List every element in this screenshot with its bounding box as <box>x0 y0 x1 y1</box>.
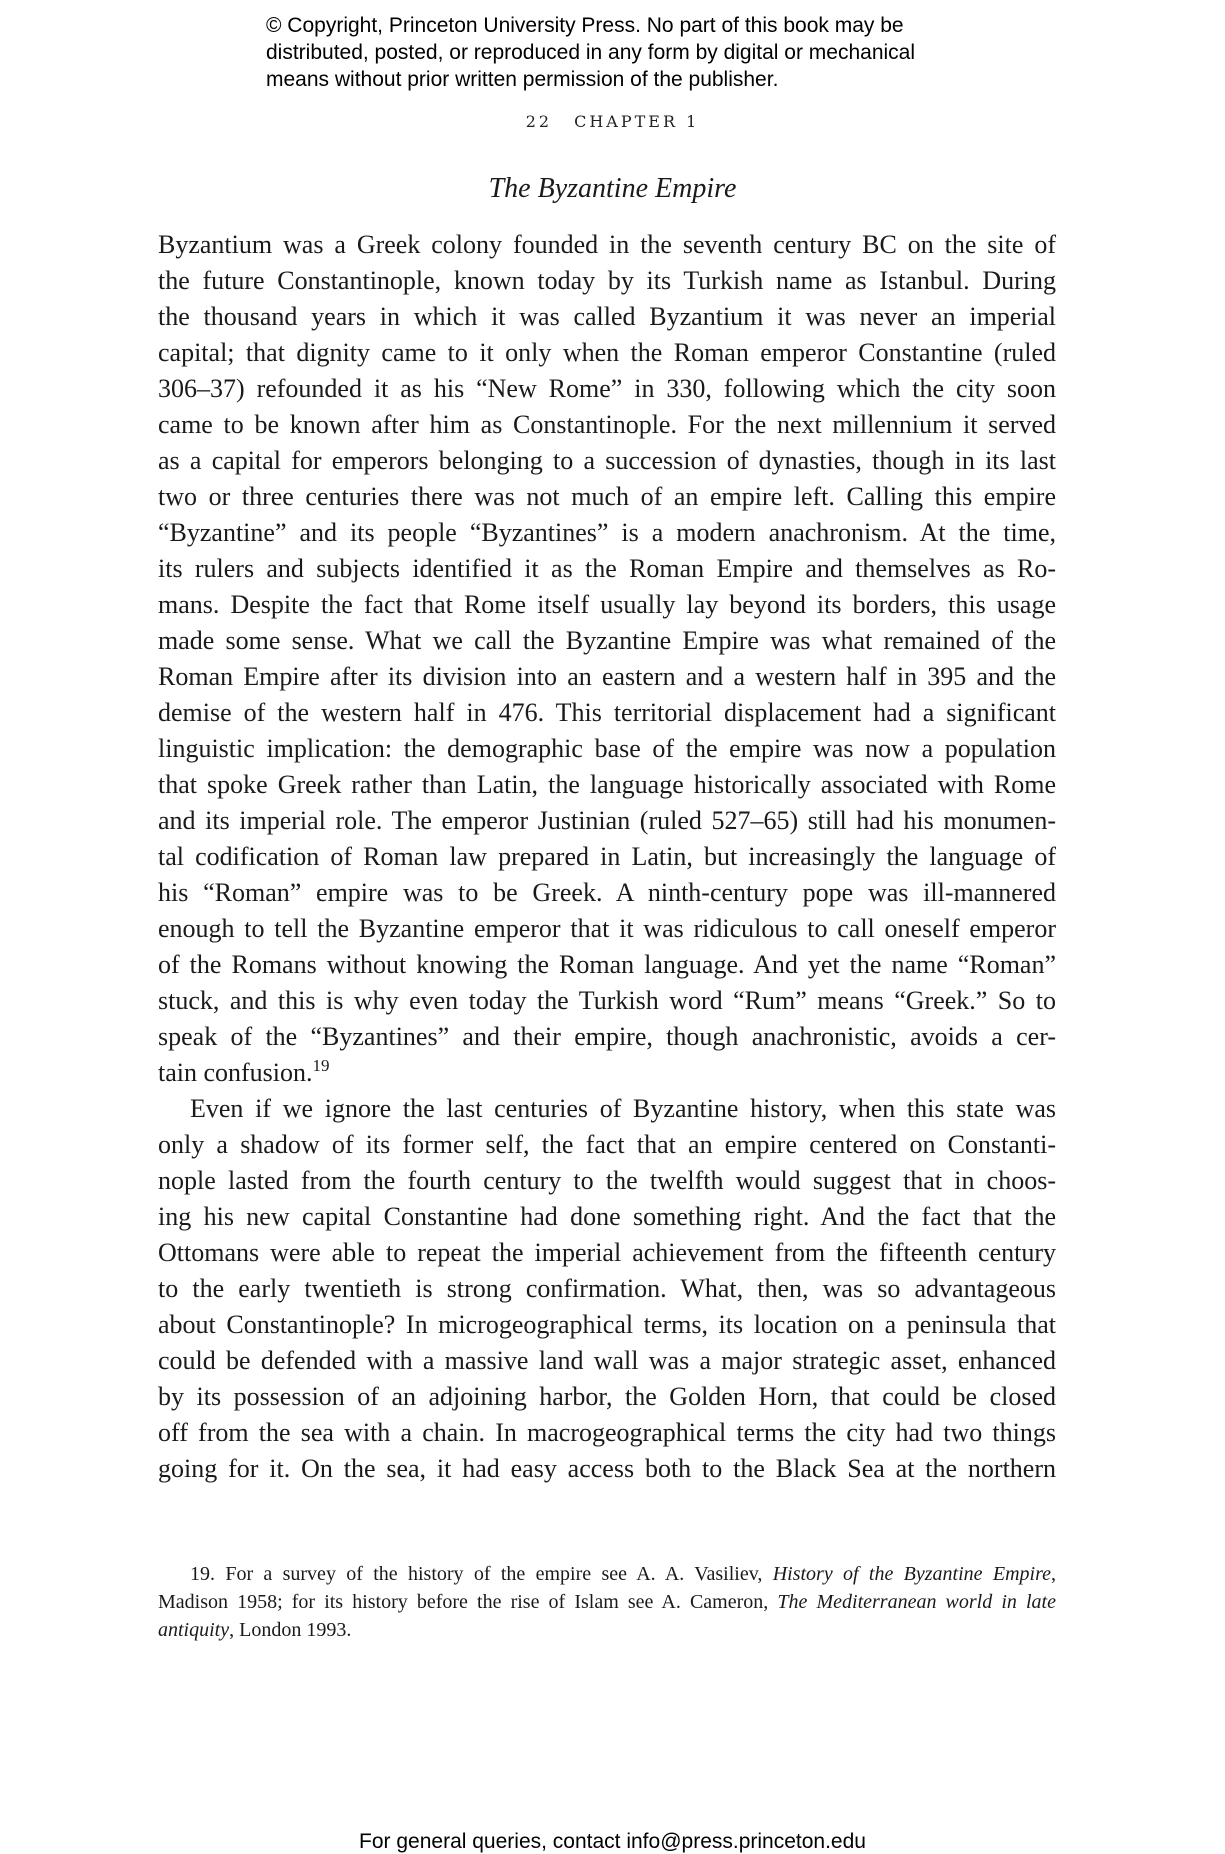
text-line: as a capital for emperors belonging to a succession of dynasties, though in its last <box>158 446 1056 475</box>
text-line: about Constantinople? In microgeographical terms, its location on a peninsula that <box>158 1310 1056 1339</box>
footer-contact: For general queries, contact info@press.princeton.edu <box>359 1830 866 1853</box>
text-line: ing his new capital Constantine had done something right. And the fact that the <box>158 1202 1056 1231</box>
text-line: came to be known after him as Constantinople. For the next millennium it served <box>158 410 1056 439</box>
text-line: the thousand years in which it was called Byzantium it was never an imperial <box>158 302 1056 331</box>
section-title: The Byzantine Empire <box>488 173 737 204</box>
footnote-text: , London 1993. <box>229 1619 352 1641</box>
text-line: speak of the “Byzantines” and their empire, though anachronistic, avoids a cer- <box>158 1022 1056 1051</box>
text-line: the future Constantinople, known today by its Turkish name as Istanbul. During <box>158 266 1056 295</box>
footnote-reference[interactable]: 19 <box>312 1056 330 1075</box>
copyright-line: © Copyright, Princeton University Press. No part of this book may be <box>266 14 904 37</box>
book-title: The Mediterranean world in late <box>777 1591 1056 1613</box>
page-number: 22 <box>525 112 553 131</box>
text-line: of the Romans without knowing the Roman language. And yet the name “Roman” <box>158 950 1056 979</box>
text-line: linguistic implication: the demographic base of the empire was now a population <box>158 734 1056 763</box>
footnote-line <box>158 1560 1056 1588</box>
text-line: nople lasted from the fourth century to the twelfth would suggest that in choos- <box>158 1166 1056 1195</box>
book-title: antiquity <box>158 1619 230 1641</box>
running-head <box>0 112 1225 131</box>
text-line: “Byzantine” and its people “Byzantines” is a modern anachronism. At the time, <box>158 518 1056 547</box>
copyright-line: distributed, posted, or reproduced in any form by digital or mechanical <box>266 41 916 64</box>
text-line: going for it. On the sea, it had easy access both to the Black Sea at the northern <box>158 1454 1056 1483</box>
text-line: Even if we ignore the last centuries of Byzantine history, when this state was <box>190 1094 1056 1123</box>
text-line: Ottomans were able to repeat the imperial achievement from the fifteenth century <box>158 1238 1056 1267</box>
copyright-line: means without prior written permission of the publisher. <box>266 68 779 91</box>
text-line: only a shadow of its former self, the fact that an empire centered on Constanti- <box>158 1130 1056 1159</box>
text-line: to the early twentieth is strong confirmation. What, then, was so advantageous <box>158 1274 1056 1303</box>
text-line: his “Roman” empire was to be Greek. A ninth-century pope was ill-mannered <box>158 878 1056 907</box>
chapter-label: CHAPTER 1 <box>574 112 700 131</box>
book-title: History of the Byzantine Empire <box>772 1563 1051 1585</box>
text-line: capital; that dignity came to it only when the Roman emperor Constantine (ruled <box>158 338 1056 367</box>
text-line: and its imperial role. The emperor Justinian (ruled 527–65) still had his monumen- <box>158 806 1056 835</box>
footnote-text: Madison 1958; for its history before the rise of Islam see A. Cameron, <box>158 1591 778 1613</box>
text-line: Byzantium was a Greek colony founded in the seventh century BC on the site of <box>158 230 1056 259</box>
text-line: off from the sea with a chain. In macrogeographical terms the city had two things <box>158 1418 1056 1447</box>
text-line: 306–37) refounded it as his “New Rome” in 330, following which the city soon <box>158 374 1056 403</box>
text-line: made some sense. What we call the Byzantine Empire was what remained of the <box>158 626 1056 655</box>
text-line: its rulers and subjects identified it as the Roman Empire and themselves as Ro- <box>158 554 1056 583</box>
text-line: tain confusion. <box>158 1058 313 1087</box>
text-line: enough to tell the Byzantine emperor that it was ridiculous to call oneself emperor <box>158 914 1056 943</box>
footnote-line <box>158 1588 1056 1616</box>
text-line: by its possession of an adjoining harbor, the Golden Horn, that could be closed <box>158 1382 1056 1411</box>
footnote-text: , <box>1051 1563 1056 1585</box>
text-line: mans. Despite the fact that Rome itself usually lay beyond its borders, this usage <box>158 590 1056 619</box>
footnote-line <box>158 1616 1056 1644</box>
text-line: that spoke Greek rather than Latin, the language historically associated with Rome <box>158 770 1056 799</box>
text-line: stuck, and this is why even today the Turkish word “Rum” means “Greek.” So to <box>158 986 1056 1015</box>
text-line: Roman Empire after its division into an eastern and a western half in 395 and the <box>158 662 1056 691</box>
copyright-notice <box>266 12 1026 93</box>
text-line: two or three centuries there was not much of an empire left. Calling this empire <box>158 482 1056 511</box>
footnote-text: 19. For a survey of the history of the empire see A. A. Vasiliev, <box>190 1563 773 1585</box>
text-line: could be defended with a massive land wall was a major strategic asset, enhanced <box>158 1346 1056 1375</box>
text-line-with-footnote <box>158 1055 1056 1091</box>
footnote <box>158 1560 1056 1644</box>
text-line: tal codification of Roman law prepared in Latin, but increasingly the language of <box>158 842 1056 871</box>
body-text <box>158 227 1056 1487</box>
text-line: demise of the western half in 476. This territorial displacement had a significant <box>158 698 1056 727</box>
